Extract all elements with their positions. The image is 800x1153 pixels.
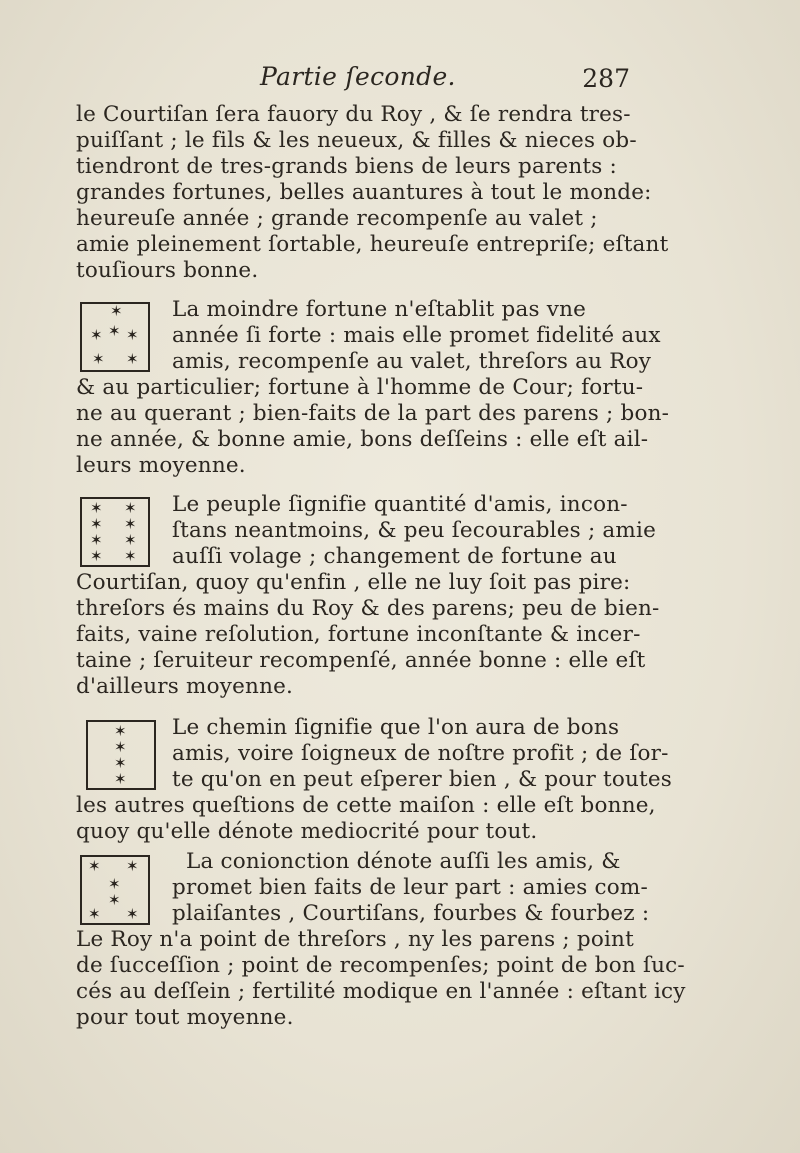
star-icon: ✶: [88, 905, 101, 923]
text-line: amis, recompenſe au valet, threſors au Roy: [172, 349, 652, 374]
text-line: auſſi volage ; changement de fortune au: [172, 544, 617, 569]
star-icon: ✶: [126, 350, 139, 368]
text-line: La conionction dénote auſſi les amis, &: [186, 849, 621, 874]
star-icon: ✶: [124, 531, 137, 549]
star-icon: ✶: [124, 547, 137, 565]
geomantic-figure-coniunctio: [80, 855, 150, 925]
star-icon: ✶: [90, 499, 103, 517]
star-icon: ✶: [114, 722, 127, 740]
running-title: Partie ſeconde.: [260, 62, 456, 91]
text-line: tiendront de tres-grands biens de leurs parents :: [76, 154, 617, 179]
text-line: d'ailleurs moyenne.: [76, 674, 294, 699]
star-icon: ✶: [124, 499, 137, 517]
text-line: ne au querant ; bien-faits de la part des parens ; bon-: [76, 401, 670, 426]
geomantic-figure-via: [86, 720, 156, 790]
star-icon: ✶: [114, 754, 127, 772]
text-line: touſiours bonne.: [76, 258, 259, 283]
text-line: faits, vaine reſolution, fortune inconſtante & incer-: [76, 622, 641, 647]
text-line: ne année, & bonne amie, bons deſſeins : elle eſt ail-: [76, 427, 649, 452]
text-line: cés au deſſein ; fertilité modique en l'année : eſtant icy: [76, 979, 686, 1004]
text-line: leurs moyenne.: [76, 453, 246, 478]
text-line: de ſucceſſion ; point de recompenſes; point de bon ſuc-: [76, 953, 685, 978]
star-icon: ✶: [114, 738, 127, 756]
text-line: Le chemin ſignifie que l'on aura de bons: [172, 715, 620, 740]
star-icon: ✶: [90, 547, 103, 565]
text-line: puiſſant ; le fils & les neueux, & filles & nieces ob-: [76, 128, 637, 153]
text-line: La moindre fortune n'eſtablit pas vne: [172, 297, 587, 322]
geomantic-figure-fortuna-minor: [80, 302, 150, 372]
text-line: les autres queſtions de cette maiſon : elle eſt bonne,: [76, 793, 656, 818]
star-icon: ✶: [90, 515, 103, 533]
text-line: & au particulier; fortune à l'homme de Cour; fortu-: [76, 375, 644, 400]
star-icon: ✶: [124, 515, 137, 533]
text-line: quoy qu'elle dénote mediocrité pour tout.: [76, 819, 538, 844]
text-line: taine ; ſeruiteur recompenſé, année bonne : elle eſt: [76, 648, 646, 673]
star-icon: ✶: [90, 531, 103, 549]
star-icon: ✶: [108, 891, 121, 909]
star-icon: ✶: [126, 857, 139, 875]
text-line: grandes fortunes, belles auantures à tout le monde:: [76, 180, 652, 205]
star-icon: ✶: [108, 322, 121, 340]
text-line: Le peuple ſignifie quantité d'amis, incon-: [172, 492, 628, 517]
star-icon: ✶: [114, 770, 127, 788]
star-icon: ✶: [126, 326, 139, 344]
text-line: promet bien faits de leur part : amies com-: [172, 875, 648, 900]
text-line: ſtans neantmoins, & peu ſecourables ; amie: [172, 518, 657, 543]
text-line: année ſi forte : mais elle promet fidelité aux: [172, 323, 661, 348]
text-line: pour tout moyenne.: [76, 1005, 294, 1030]
text-line: le Courtiſan ſera fauory du Roy , & ſe rendra tres-: [76, 102, 631, 127]
page-number: 287: [582, 64, 630, 93]
text-line: heureuſe année ; grande recompenſe au valet ;: [76, 206, 598, 231]
geomantic-figure-populus: [80, 497, 150, 567]
star-icon: ✶: [90, 326, 103, 344]
star-icon: ✶: [92, 350, 105, 368]
text-line: amie pleinement ſortable, heureuſe entrepriſe; eſtant: [76, 232, 669, 257]
text-line: Courtiſan, quoy qu'enfin , elle ne luy ſoit pas pire:: [76, 570, 631, 595]
star-icon: ✶: [108, 875, 121, 893]
star-icon: ✶: [110, 302, 123, 320]
text-line: threſors és mains du Roy & des parens; peu de bien-: [76, 596, 660, 621]
text-line: amis, voire ſoigneux de noſtre profit ; de ſor-: [172, 741, 669, 766]
star-icon: ✶: [126, 905, 139, 923]
text-line: plaiſantes , Courtiſans, fourbes & fourbez :: [172, 901, 650, 926]
text-line: te qu'on en peut eſperer bien , & pour toutes: [172, 767, 673, 792]
page-header: [75, 62, 630, 98]
star-icon: ✶: [88, 857, 101, 875]
text-line: Le Roy n'a point de threſors , ny les parens ; point: [76, 927, 634, 952]
